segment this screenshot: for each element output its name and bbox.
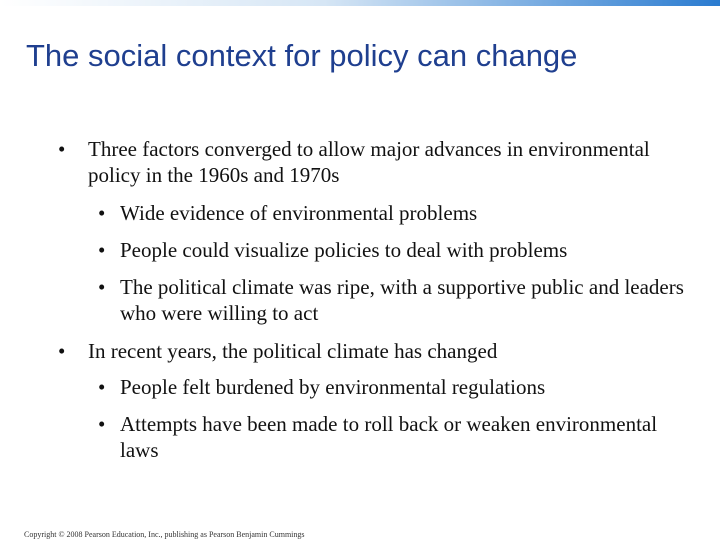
sub-bullet-item <box>58 411 698 463</box>
slide-title: The social context for policy can change <box>26 38 578 73</box>
sub-bullet-item <box>58 200 698 226</box>
bullet-item <box>58 338 698 364</box>
slide-body <box>58 136 698 463</box>
bullet-dot: • <box>98 412 106 436</box>
bullet-dot: • <box>98 201 106 225</box>
sub-bullet-item <box>58 237 698 263</box>
bullet-text: People could visualize policies to deal with problems <box>120 238 568 262</box>
bullet-text: In recent years, the political climate has changed <box>88 339 498 363</box>
bullet-dot: • <box>98 275 106 299</box>
sub-bullet-item <box>58 274 698 326</box>
bullet-dot: • <box>98 238 106 262</box>
bullet-text: Attempts have been made to roll back or weaken environmental laws <box>120 412 658 462</box>
bullet-text: People felt burdened by environmental regulations <box>120 375 546 399</box>
bullet-text: Three factors converged to allow major advances in environmental policy in the 1960s and 1970s <box>88 137 650 187</box>
bullet-text: The political climate was ripe, with a supportive public and leaders who were willing to act <box>120 275 684 325</box>
bullet-item <box>58 136 698 188</box>
bullet-dot: • <box>58 137 66 161</box>
copyright-footer: Copyright © 2008 Pearson Education, Inc., publishing as Pearson Benjamin Cummings <box>24 530 305 539</box>
sub-bullet-item <box>58 374 698 400</box>
bullet-dot: • <box>98 375 106 399</box>
top-accent-bar <box>0 0 720 6</box>
bullet-text: Wide evidence of environmental problems <box>120 201 478 225</box>
bullet-dot: • <box>58 339 66 363</box>
